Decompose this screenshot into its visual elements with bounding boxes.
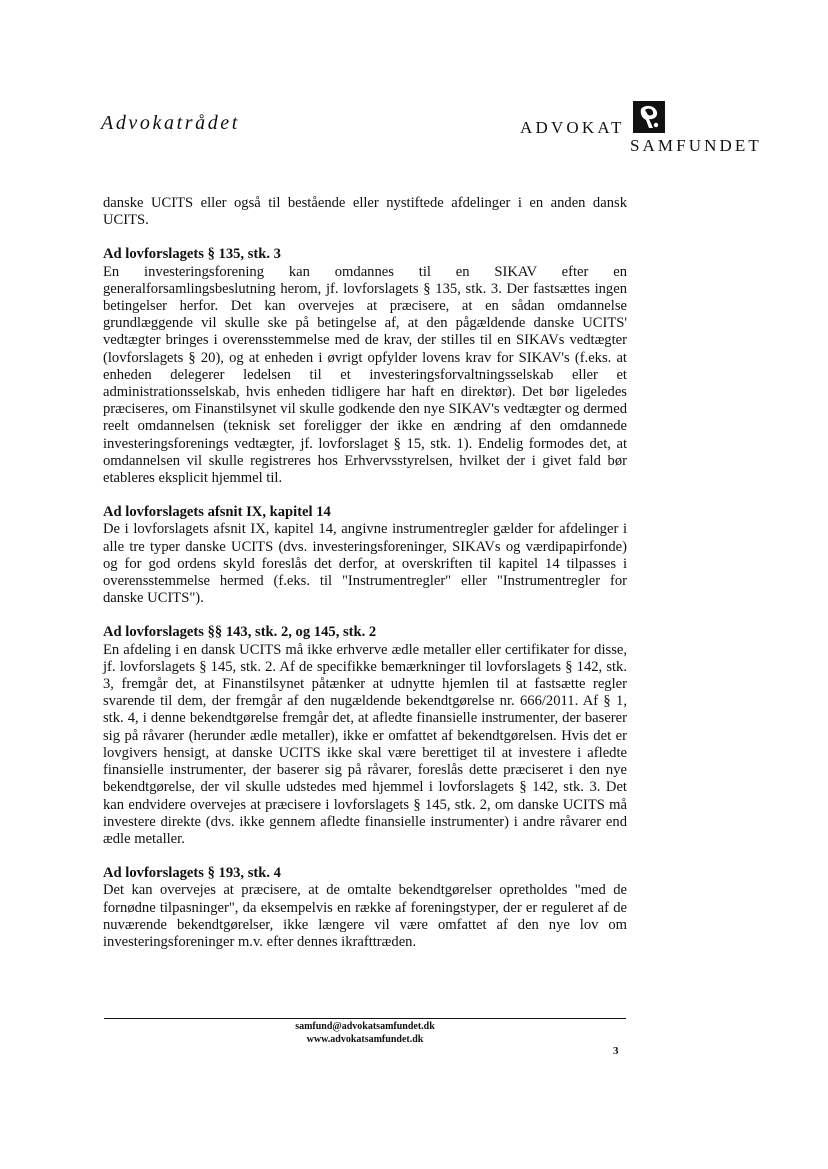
section-143-145 xyxy=(103,624,627,848)
section-135 xyxy=(103,246,627,487)
section-paragraph: Det kan overvejes at præcisere, at de omtalte bekendtgørelser opretholdes "med de fornødne tilpasninger", da eksempelvis en række af foreningstyper, der er reguleret af de nuværende bekendtgørelser, ikke længere vil være omfattet af den nye lov om investeringsforeninger m.v. efter dennes ikrafttræden. xyxy=(103,882,627,950)
section-paragraph: En afdeling i en dansk UCITS må ikke erhverve ædle metaller eller certifikater for disse, jf. lovforslagets § 145, stk. 2. Af de specifikke bemærkninger til lovforslagets § 142, stk. 3, fremgår det, at Finanstilsynet påtænker at udnytte hjemlen til at fastsætte regler svarende til dem, der fremgår af den nugældende bekendtgørelse nr. 666/2011. Af § 1, stk. 4, i denne bekendtgørelse fremgår det, at afledte finansielle instrumenter, der baserer sig på råvarer (herunder ædle metaller), ikke er omfattet af bekendtgørelsen. Hvis det er lovgivers hensigt, at danske UCITS ikke skal være berettiget til at investere i afledte finansielle instrumenter, der baserer sig på råvarer, foreslås dette præciseret i den nye bekendtgørelse, der vil skulle udstedes med hjemmel i lovforslagets § 142, stk. 3. Det kan endvidere overvejes at præcisere i lovforslagets § 145, stk. 2, om danske UCITS må investere direkte (dvs. ikke gennem afledte finansielle instrumenter) i andre råvarer end ædle metaller. xyxy=(103,641,627,847)
advokatsamfundet-emblem-icon xyxy=(632,100,666,134)
page-number: 3 xyxy=(613,1045,619,1057)
logo-word-samfundet: SAMFUNDET xyxy=(630,136,762,155)
section-heading: Ad lovforslagets afsnit IX, kapitel 14 xyxy=(103,504,331,521)
header-advokatraadet: Advokatrådet xyxy=(101,112,240,134)
section-193 xyxy=(103,865,627,951)
section-heading: Ad lovforslagets § 193, stk. 4 xyxy=(103,865,281,882)
footer-website[interactable]: www.advokatsamfundet.dk xyxy=(306,1034,424,1045)
intro-paragraph: danske UCITS eller også til bestående eller nystiftede afdelinger i en anden dansk UCITS. xyxy=(103,195,627,229)
letter-body xyxy=(103,195,627,951)
section-paragraph: En investeringsforening kan omdannes til en SIKAV efter en generalforsamlingsbeslutning herom, jf. lovforslagets § 135, stk. 3. Der fastsættes ingen betingelser herfor. Det kan overvejes at præcisere, at en sådan omdannelse grundlæggende vil skulle ske på betingelse af, at den pågældende danske UCITS' vedtægter bringes i overensstemmelse med de krav, der stilles til en SIKAVs vedtægter (lovforslagets § 20), og at enheden i øvrigt opfylder lovens krav for SIKAV's (f.eks. at enheden delegerer ledelsen til et investeringsforvaltningsselskab eller et administrationsselskab, hvis enheden tidligere har haft en direktør). Det bør ligeledes præciseres, om Finanstilsynet vil skulle godkende den nye SIKAV's vedtægter og dermed reelt omdannelsen (teknisk set foreligger der ikke en ændring af den omdannede investeringsforenings vedtægter, jf. lovforslaget § 15, stk. 1). Endelig formodes det, at omdannelsen vil skulle registreres hos Erhvervsstyrelsen, hvilket der i givet fald bør etableres eksplicit hjemmel til. xyxy=(103,263,627,487)
advokatsamfundet-logo xyxy=(520,100,770,160)
logo-word-advokat: ADVOKAT xyxy=(520,118,625,137)
section-heading: Ad lovforslagets § 135, stk. 3 xyxy=(103,246,281,263)
section-paragraph: De i lovforslagets afsnit IX, kapitel 14, angivne instrumentregler gælder for afdelinger i alle tre typer danske UCITS (dvs. investeringsforeninger, SIKAVs og værdipapirfonde) og for god ordens skyld foreslås det derfor, at overskriften til kapitel 14 tilpasses i overensstemmelse hermed (f.eks. til "Instrumentregler" eller "Instrumentregler for danske UCITS"). xyxy=(103,521,627,607)
section-heading: Ad lovforslagets §§ 143, stk. 2, og 145, stk. 2 xyxy=(103,624,377,641)
footer-divider xyxy=(104,1018,626,1019)
footer-email[interactable]: samfund@advokatsamfundet.dk xyxy=(295,1021,435,1032)
section-afsnit-ix xyxy=(103,504,627,607)
